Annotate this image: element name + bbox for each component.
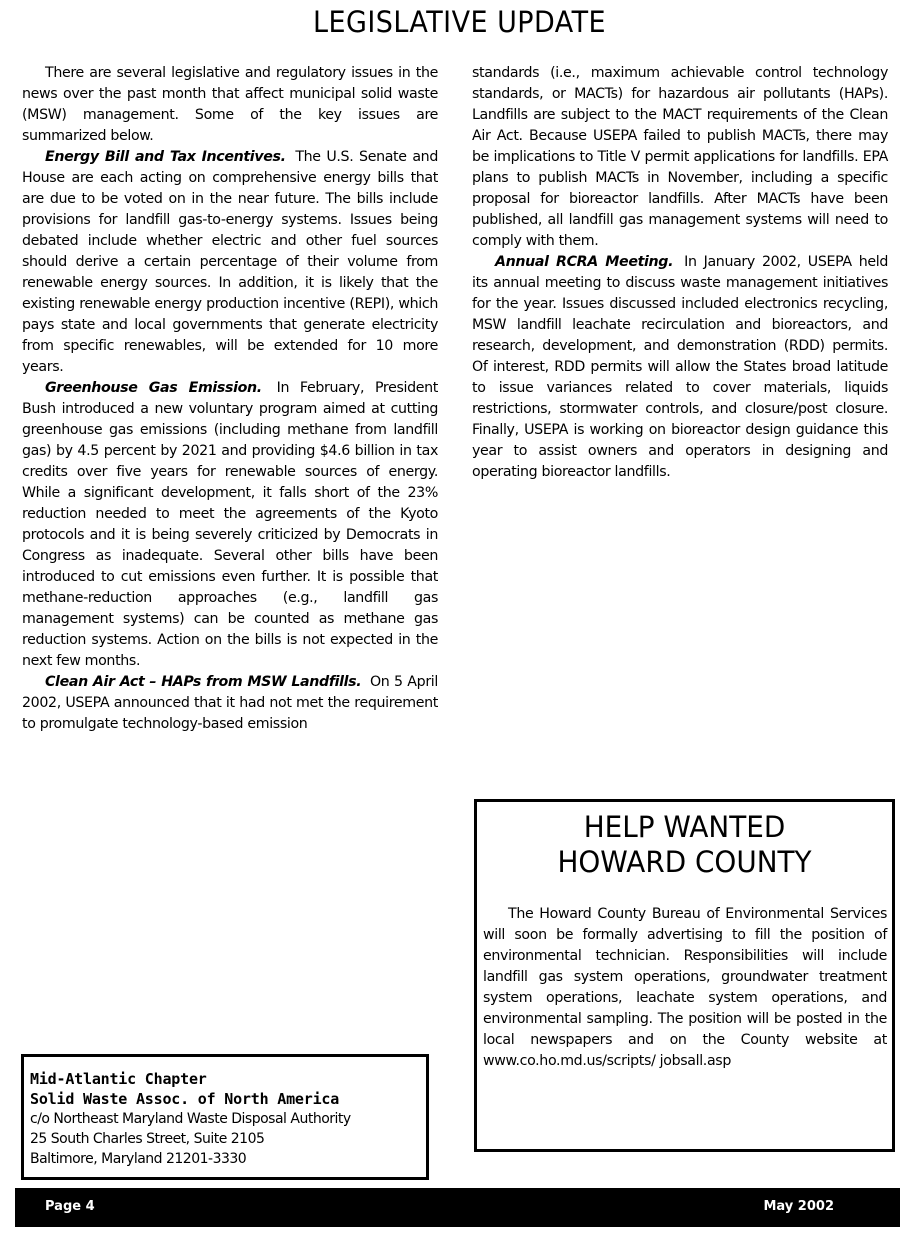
clean-air-act-continuation: standards (i.e., maximum achievable control technology standards, or MACTs) for hazardous air pollutants (HAPs). Landfills are subject to the MACT requirements of the Clean Air Act. Because USEPA failed to publish MACTs, there may be implications to Title V permit applications for landfills. EPA plans to publish MACTs in November, including a specific proposal for bioreactor landfills. After MACTs have been published, all landfill gas management systems will need to comply with them. [472, 65, 888, 249]
page-title: LEGISLATIVE UPDATE [312, 5, 607, 39]
section-body: The U.S. Senate and House are each acting on comprehensive energy bills that are due to be voted on in the near future. The bills include provisions for landfill gas-to-energy systems. Issues being debated include whether electric and other fuel sources should derive a certain percentage of their volume from renewable energy sources. In addition, it is likely that the existing renewable energy production incentive (REPI), which pays state and local governments that generate electricity from specific renewables, will be extended for 10 more years. [22, 149, 438, 375]
organization-name [30, 1069, 426, 1109]
section-body: In January 2002, USEPA held its annual meeting to discuss waste management initiatives for the year. Issues discussed included electronics recycling, MSW landfill leachate recirculation and bioreactors, and research, development, and demonstration (RDD) permits. Of interest, RDD permits will allow the States broad latitude to issue variances related to cover materials, liquids restrictions, stormwater controls, and closure/post closure. Finally, USEPA is working on bioreactor design guidance this year to assist owners and operators in designing and operating bioreactor landfills. [472, 254, 889, 480]
org-line-1: Mid-Atlantic Chapter [30, 1070, 207, 1088]
help-wanted-box [474, 799, 895, 1152]
section-heading: Greenhouse Gas Emission. [45, 380, 262, 396]
address-line-2: 25 South Charles Street, Suite 2105 [30, 1131, 265, 1147]
section-heading: Energy Bill and Tax Incentives. [45, 149, 286, 165]
address-line-3: Baltimore, Maryland 21201-3330 [30, 1151, 247, 1167]
help-wanted-title-line2: HOWARD COUNTY [557, 845, 812, 879]
section-heading: Clean Air Act – HAPs from MSW Landfills. [45, 674, 362, 690]
help-wanted-body: The Howard County Bureau of Environmental Services will soon be formally advertising to fill the position of environmental technician. Responsibilities will include landfill gas system operations, groundwater treatment system operations, leachate system operations, and environmental sampling. The position will be posted in the local newspapers and on the County website at www.co.ho.md.us/scripts/ jobsall.asp [483, 906, 887, 1069]
section-body: On 5 April 2002, USEPA announced that it had not met the requirement to promulgate technology-based emission [22, 674, 438, 732]
address-line-1: c/o Northeast Maryland Waste Disposal Authority [30, 1111, 351, 1127]
footer-bar [15, 1188, 900, 1227]
article-rcra-meeting [472, 252, 888, 483]
intro-paragraph: There are several legislative and regulatory issues in the news over the past month that affect municipal solid waste (MSW) management. Some of the key issues are summarized below. [22, 65, 438, 144]
help-wanted-title-line1: HELP WANTED [583, 810, 786, 844]
org-line-2: Solid Waste Assoc. of North America [30, 1090, 340, 1108]
help-wanted-title [485, 810, 883, 880]
section-body: In February, President Bush introduced a new voluntary program aimed at cutting greenhouse gas emissions (including methane from landfill gas) by 4.5 percent by 2021 and providing $4.6 billion in tax credits over five years for renewable sources of energy. While a significant development, it falls short of the 23% reduction needed to meet the agreements of the Kyoto protocols and it is being severely criticized by Democrats in Congress as inadequate. Several other bills have been introduced to cut emissions even further. It is possible that methane-reduction approaches (e.g., landfill gas management systems) can be counted as methane gas reduction systems. Action on the bills is not expected in the next few months. [22, 380, 438, 669]
article-clean-air-act [22, 672, 438, 735]
section-heading: Annual RCRA Meeting. [495, 254, 674, 270]
left-column [22, 63, 438, 735]
issue-date: May 2002 [763, 1199, 834, 1214]
address-box [21, 1054, 429, 1180]
page-number: Page 4 [45, 1199, 95, 1214]
article-greenhouse-gas [22, 378, 438, 672]
right-column [472, 63, 888, 483]
article-energy-bill [22, 147, 438, 378]
